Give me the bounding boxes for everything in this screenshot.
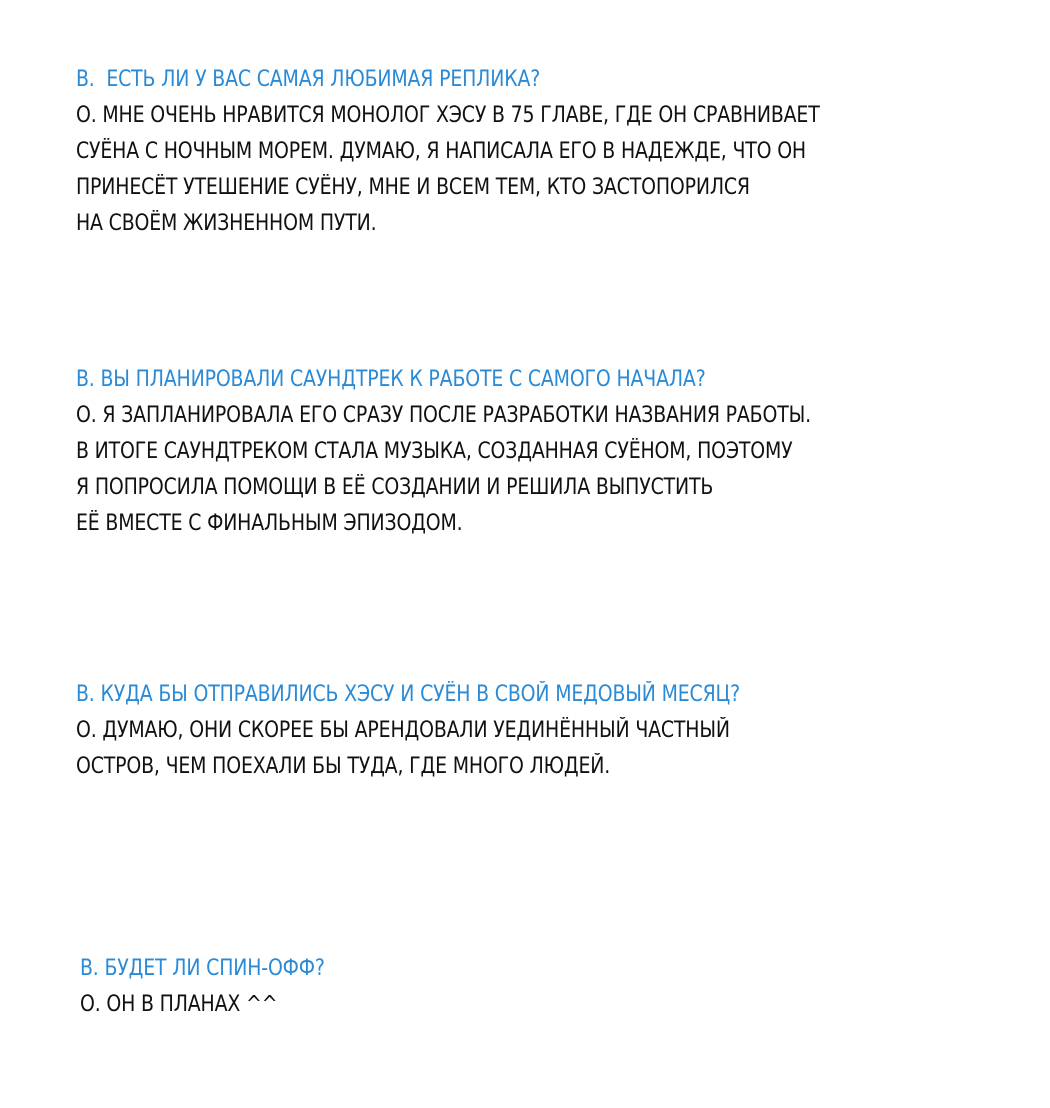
question-text: В. ВЫ ПЛАНИРОВАЛИ САУНДТРЕК К РАБОТЕ С САМОГО НАЧАЛА? bbox=[76, 367, 706, 392]
answer-line: В ИТОГЕ САУНДТРЕКОМ СТАЛА МУЗЫКА, СОЗДАННАЯ СУЁНОМ, ПОЭТОМУ bbox=[76, 439, 793, 464]
qa-block-favorite-line bbox=[76, 62, 976, 242]
answer-line: ПРИНЕСЁТ УТЕШЕНИЕ СУЁНУ, МНЕ И ВСЕМ ТЕМ, КТО ЗАСТОПОРИЛСЯ bbox=[76, 175, 750, 200]
answer-line: О. Я ЗАПЛАНИРОВАЛА ЕГО СРАЗУ ПОСЛЕ РАЗРАБОТКИ НАЗВАНИЯ РАБОТЫ. bbox=[76, 403, 811, 428]
answer-line: О. МНЕ ОЧЕНЬ НРАВИТСЯ МОНОЛОГ ХЭСУ В 75 ГЛАВЕ, ГДЕ ОН СРАВНИВАЕТ bbox=[76, 103, 820, 128]
qa-block-soundtrack bbox=[76, 362, 976, 542]
question-text: В. БУДЕТ ЛИ СПИН-ОФФ? bbox=[80, 956, 325, 981]
answer-line: О. ОН В ПЛАНАХ ^^ bbox=[80, 992, 278, 1017]
answer-line: СУЁНА С НОЧНЫМ МОРЕМ. ДУМАЮ, Я НАПИСАЛА ЕГО В НАДЕЖДЕ, ЧТО ОН bbox=[76, 139, 806, 164]
answer-line: О. ДУМАЮ, ОНИ СКОРЕЕ БЫ АРЕНДОВАЛИ УЕДИНЁННЫЙ ЧАСТНЫЙ bbox=[76, 718, 730, 743]
answer-line: Я ПОПРОСИЛА ПОМОЩИ В ЕЁ СОЗДАНИИ И РЕШИЛА ВЫПУСТИТЬ bbox=[76, 475, 714, 500]
answer-line: ЕЁ ВМЕСТЕ С ФИНАЛЬНЫМ ЭПИЗОДОМ. bbox=[76, 511, 463, 536]
answer-line: НА СВОЁМ ЖИЗНЕННОМ ПУТИ. bbox=[76, 211, 377, 236]
qa-block-honeymoon bbox=[76, 677, 976, 785]
answer-line: ОСТРОВ, ЧЕМ ПОЕХАЛИ БЫ ТУДА, ГДЕ МНОГО ЛЮДЕЙ. bbox=[76, 754, 611, 779]
question-text: В. ЕСТЬ ЛИ У ВАС САМАЯ ЛЮБИМАЯ РЕПЛИКА? bbox=[76, 67, 541, 92]
qa-block-spin-off bbox=[80, 951, 980, 1023]
question-text: В. КУДА БЫ ОТПРАВИЛИСЬ ХЭСУ И СУЁН В СВОЙ МЕДОВЫЙ МЕСЯЦ? bbox=[76, 682, 740, 707]
